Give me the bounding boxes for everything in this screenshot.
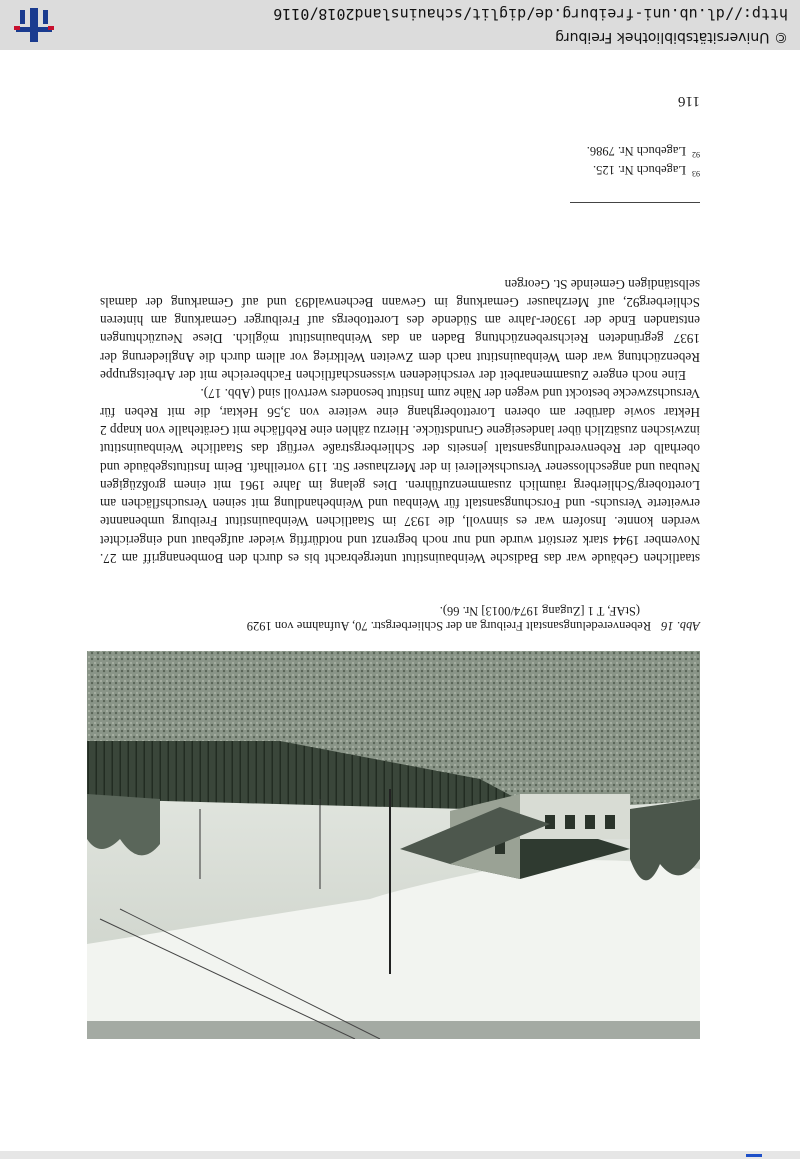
- caption-line: Rebenveredelungsanstalt Freiburg an der Schlierbergstr. 70, Aufnahme von 1929: [246, 619, 652, 633]
- library-footer-banner: [0, 0, 800, 50]
- footnote-text: Lagebuch Nr. 125.: [592, 162, 686, 177]
- footnote-93: [593, 162, 700, 178]
- footnote-number: 93: [692, 169, 700, 178]
- footnote-text: Lagebuch Nr. 7986.: [586, 143, 686, 158]
- footnote-number: 92: [692, 150, 700, 159]
- caption-source: (StAF, T 1 [Zugang 1974/0013] Nr. 66).: [439, 604, 640, 618]
- body-text: [100, 274, 700, 567]
- figure-caption: [100, 603, 700, 633]
- photo-illustration: [87, 651, 700, 1039]
- body-paragraph: staatlichen Gebäude war das Badische Weinbauinstitut untergebracht bis es durch den Bombenangriff am 27. November 1944 stark zerstört wurde und nur noch begrenzt und notdürftig wieder aufgebaut und eingerichtet werden konnte. Insofern war es sinnvoll, die 1937 im Staatlichen Weinbauinstitut Freiburg umbenannte erweiterte Versuchs- und Forschungsanstalt für Weinbau und Weinbehandlung mit seinen Versuchsflächen am Lorettoberg/Schlierberg räumlich zusammenzuführen. Dies gelang im Jahre 1961 mit einem großzügigen Neubau und angeschlossener Versuchskellerei in der Merzhauser Str. 119 vorteilhaft. Beim Institutsgebäude und oberhalb der Rebenveredlungsanstalt jenseits der Schlierbergstraße verfügt das Staatliche Weinbauinstitut inzwischen zusätzlich über landeseigene Grundstücke. Hierzu zählen eine Rebfläche mit Gerätehalle von knapp 2 Hektar sowie darüber am oberen Lorettoberghang eine weitere von 3,56 Hektar, die mit Reben für Versuchszwecke bestockt und wegen der Nähe zum Institut besonders wertvoll sind (Abb. 17).: [100, 386, 700, 566]
- figure-label: Abb. 16: [661, 619, 700, 633]
- footnote-separator: [570, 202, 700, 203]
- university-logo-icon: [12, 8, 56, 42]
- page-indicator-mark: [746, 1154, 762, 1157]
- body-paragraph: Eine noch engere Zusammenarbeit der verschiedenen wissenschaftlichen Fachbereiche mit der Arbeitsgruppe Rebenzüchtung war dem Weinbauinstitut nach dem Zweiten Weltkrieg vor allem durch die Angliederung der 1937 gegründeten Reichsrebenzüchtung Baden an das Weinbauinstitut möglich. Diese Neuzüchtungen entstanden Ende der 1930er-Jahre am Südende des Lorettobergs auf Freiburger Gemarkung am hinteren Schlierberg92, auf Merzhauser Gemarkung im Gewann Bechenwald93 und auf Gemarkung der damals selbständigen Gemeinde St. Georgen: [100, 276, 700, 384]
- historic-photograph: [87, 651, 700, 1039]
- footnote-92: [587, 143, 700, 159]
- footer-url-link[interactable]: http://dl.ub.uni-freiburg.de/diglit/schauinsland2018/0116: [273, 5, 788, 23]
- page-number: 116: [678, 93, 700, 109]
- footer-copyright: © Universitätsbibliothek Freiburg: [555, 29, 788, 45]
- bottom-scroll-strip: [0, 1151, 800, 1159]
